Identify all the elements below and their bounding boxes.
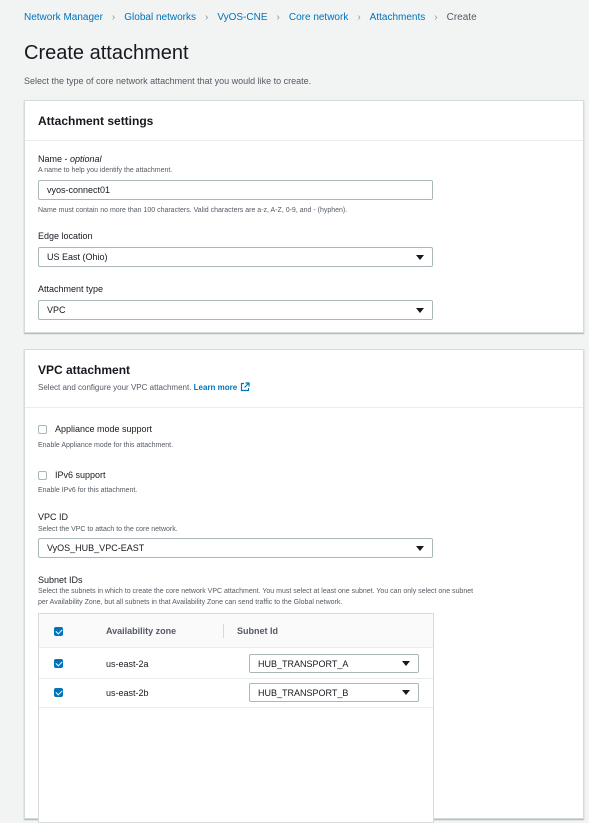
caret-down-icon bbox=[416, 255, 424, 260]
ipv6-support-checkbox[interactable] bbox=[38, 470, 106, 480]
breadcrumb-global-networks[interactable]: Global networks bbox=[124, 12, 196, 23]
vpc-id-value: VyOS_HUB_VPC-EAST bbox=[47, 543, 145, 553]
column-header-az: Availability zone bbox=[106, 626, 177, 636]
breadcrumb bbox=[24, 12, 477, 23]
subnet-ids-hint-2: per Availability Zone, but all subnets in that Availability Zone can send traffic to the Global network. bbox=[38, 599, 343, 606]
subnet-table bbox=[38, 613, 434, 823]
appliance-mode-label: Appliance mode support bbox=[55, 424, 153, 434]
subnet-ids-hint-1: Select the subnets in which to create the core network VPC attachment. You must select at least one subnet. You can only select one subnet bbox=[38, 588, 474, 595]
vpc-attachment-description: Select and configure your VPC attachment. Learn more bbox=[38, 382, 570, 392]
subnet-table-header bbox=[39, 614, 433, 648]
vpc-id-select[interactable] bbox=[38, 538, 433, 558]
subnet-select[interactable] bbox=[249, 654, 419, 673]
caret-down-icon bbox=[416, 308, 424, 313]
name-constraint-hint: Name must contain no more than 100 characters. Valid characters are a-z, A-Z, 0-9, and - (hyphen). bbox=[38, 207, 348, 214]
row-az: us-east-2a bbox=[106, 659, 149, 669]
edge-location-label: Edge location bbox=[38, 231, 93, 241]
vpc-attachment-panel bbox=[24, 349, 584, 819]
select-all-checkbox[interactable] bbox=[54, 627, 63, 636]
breadcrumb-vyos-cne[interactable]: VyOS-CNE bbox=[217, 12, 268, 23]
column-divider bbox=[223, 624, 224, 638]
attachment-settings-panel bbox=[24, 100, 584, 333]
chevron-right-icon: › bbox=[204, 12, 209, 23]
vpc-attachment-title: VPC attachment bbox=[38, 363, 131, 377]
external-link-icon bbox=[240, 382, 250, 392]
breadcrumb-current: Create bbox=[446, 12, 477, 23]
page-title: Create attachment bbox=[24, 42, 189, 64]
attachment-type-select[interactable] bbox=[38, 300, 433, 320]
row-checkbox[interactable] bbox=[54, 659, 63, 668]
caret-down-icon bbox=[416, 546, 424, 551]
edge-location-value: US East (Ohio) bbox=[47, 252, 108, 262]
appliance-mode-hint: Enable Appliance mode for this attachment. bbox=[38, 442, 174, 449]
name-input-value: vyos-connect01 bbox=[47, 185, 111, 195]
table-row bbox=[39, 649, 433, 679]
edge-location-select[interactable] bbox=[38, 247, 433, 267]
breadcrumb-core-network[interactable]: Core network bbox=[288, 12, 349, 23]
ipv6-support-hint: Enable IPv6 for this attachment. bbox=[38, 487, 138, 494]
attachment-type-label: Attachment type bbox=[38, 284, 104, 294]
chevron-right-icon: › bbox=[434, 12, 438, 23]
table-row bbox=[39, 678, 433, 708]
subnet-select[interactable] bbox=[249, 683, 419, 702]
row-checkbox[interactable] bbox=[54, 688, 63, 697]
row-az: us-east-2b bbox=[106, 688, 149, 698]
subnet-select-value: HUB_TRANSPORT_B bbox=[258, 688, 349, 698]
attachment-type-value: VPC bbox=[47, 305, 66, 315]
name-hint: A name to help you identify the attachment. bbox=[38, 167, 173, 174]
checkbox-unchecked[interactable] bbox=[38, 425, 47, 434]
checkbox-unchecked[interactable] bbox=[38, 471, 47, 480]
appliance-mode-checkbox[interactable] bbox=[38, 424, 152, 434]
attachment-settings-title: Attachment settings bbox=[38, 114, 154, 128]
name-input[interactable] bbox=[38, 180, 433, 200]
attachment-settings-header bbox=[25, 101, 583, 141]
ipv6-support-label: IPv6 support bbox=[55, 470, 106, 480]
vpc-id-label: VPC ID bbox=[38, 512, 69, 522]
subnet-select-value: HUB_TRANSPORT_A bbox=[258, 659, 349, 669]
page-description: Select the type of core network attachment that you would like to create. bbox=[24, 76, 312, 86]
subnet-ids-label: Subnet IDs bbox=[38, 575, 83, 585]
vpc-attachment-header bbox=[25, 350, 583, 408]
breadcrumb-attachments[interactable]: Attachments bbox=[369, 12, 426, 23]
caret-down-icon bbox=[402, 661, 410, 666]
chevron-right-icon: › bbox=[276, 12, 280, 23]
breadcrumb-network-manager[interactable]: Network Manager bbox=[24, 12, 103, 23]
learn-more-link[interactable]: Learn more bbox=[194, 383, 251, 392]
vpc-id-hint: Select the VPC to attach to the core network. bbox=[38, 526, 178, 533]
column-header-subnet: Subnet Id bbox=[237, 626, 278, 636]
chevron-right-icon: › bbox=[111, 12, 116, 23]
chevron-right-icon: › bbox=[357, 12, 361, 23]
caret-down-icon bbox=[402, 690, 410, 695]
optional-marker: optional bbox=[70, 154, 102, 164]
name-label: Name - optional bbox=[38, 154, 102, 164]
